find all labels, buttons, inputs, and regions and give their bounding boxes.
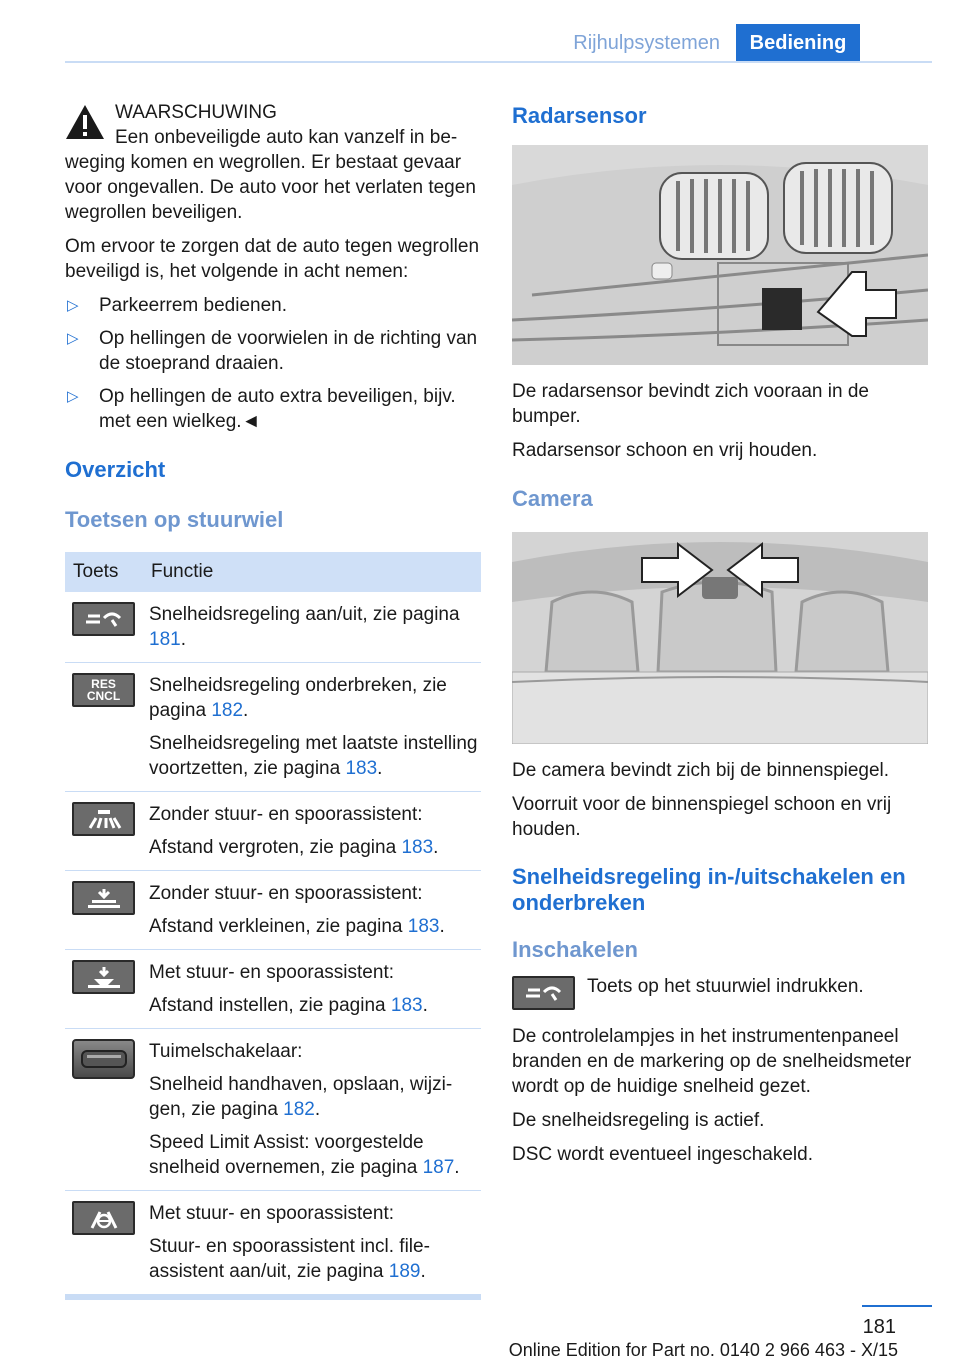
page-number: 181 xyxy=(862,1316,896,1338)
radar-text-1: De radarsensor bevindt zich vooraan in de bumper. xyxy=(512,381,869,427)
row-text: Afstand vergroten, zie pagina 183. xyxy=(149,837,439,858)
left-column xyxy=(65,100,481,1300)
warning-intro: Om ervoor te zorgen dat de auto tegen wegrollen beveiligd is, het volgende in acht nemen: xyxy=(65,236,480,282)
section-tab[interactable]: Rijhulpsystemen xyxy=(573,32,720,54)
footer-rule xyxy=(862,1305,932,1307)
right-column xyxy=(512,100,928,1176)
camera-heading: Camera xyxy=(512,486,593,511)
row-text: Snelheidsregeling aan/uit, zie pagina 181. xyxy=(149,604,460,650)
steering-assist-icon xyxy=(72,1201,135,1235)
row-text: Zonder stuur- en spoorassistent: xyxy=(149,883,423,904)
table-end-rule xyxy=(65,1295,481,1300)
page-link[interactable]: 182 xyxy=(283,1099,315,1120)
row-text: Afstand instellen, zie pagina 183. xyxy=(149,995,428,1016)
cruise-text-1: De controlelampjes in het instrumentenpaneel branden en de markering op de snelheidsmeter wordt op de huidige snelheid gezet. xyxy=(512,1026,912,1097)
distance-increase-icon xyxy=(72,802,135,836)
table-header-row xyxy=(65,552,481,592)
cruise-text-2: De snelheidsregeling is actief. xyxy=(512,1110,765,1131)
row-text: Stuur- en spoorassistent incl. fileassistent aan/uit, zie pagina 189. xyxy=(149,1236,430,1282)
camera-text-2: Voorruit voor de binnenspiegel schoon en vrij houden. xyxy=(512,794,892,840)
row-text: Snelheidsregeling met laatste instelling voortzetten, zie pagina 183. xyxy=(149,733,478,779)
table-row xyxy=(65,1191,481,1295)
cruise-control-icon xyxy=(72,602,135,636)
table-row xyxy=(65,1029,481,1191)
page-link[interactable]: 189 xyxy=(388,1261,421,1282)
page-link[interactable]: 181 xyxy=(149,629,181,650)
warning-triangle-icon xyxy=(65,104,105,140)
table-row xyxy=(65,792,481,871)
distance-set-icon xyxy=(72,960,135,994)
table-row xyxy=(65,950,481,1029)
page-link[interactable]: 182 xyxy=(211,700,244,721)
warning-title: WAARSCHUWING xyxy=(115,102,277,123)
table-row xyxy=(65,592,481,663)
row-text: Snelheid handhaven, opslaan, wijzigen, zie pagina 182. xyxy=(149,1074,453,1120)
triangle-bullet-icon: ▷ xyxy=(67,388,79,405)
activate-heading: Inschakelen xyxy=(512,937,638,962)
inline-key-instruction xyxy=(512,974,928,1010)
radar-text-2: Radarsensor schoon en vrij houden. xyxy=(512,440,818,461)
header-rule xyxy=(65,61,932,63)
page-link[interactable]: 187 xyxy=(422,1157,455,1178)
column-header-function: Functie xyxy=(149,552,481,592)
key-function-table xyxy=(65,552,481,1295)
overview-heading: Overzicht xyxy=(65,457,166,482)
page-link[interactable]: 183 xyxy=(345,758,378,779)
edition-footer: Online Edition for Part no. 0140 2 966 463 - X/15 xyxy=(508,1340,898,1360)
key-instruction-text: Toets op het stuurwiel indrukken. xyxy=(587,976,864,997)
warning-block xyxy=(65,100,481,225)
camera-text-1: De camera bevindt zich bij de binnenspiegel. xyxy=(512,760,890,781)
page-header xyxy=(0,0,960,62)
steering-keys-heading: Toetsen op stuurwiel xyxy=(65,507,284,532)
triangle-bullet-icon: ▷ xyxy=(67,330,79,347)
res-cncl-icon: RES CNCL xyxy=(72,673,135,707)
triangle-bullet-icon: ▷ xyxy=(67,297,79,314)
radar-sensor-image xyxy=(512,145,928,365)
radar-heading: Radarsensor xyxy=(512,103,647,128)
warning-list xyxy=(65,293,481,434)
list-item: ▷ Parkeerrem bedienen. xyxy=(67,295,287,316)
distance-decrease-icon xyxy=(72,881,135,915)
page-link[interactable]: 183 xyxy=(401,837,434,858)
rocker-switch-icon xyxy=(72,1039,135,1079)
list-item: ▷ Op hellingen de auto extra beveiligen, bijv. met een wielkeg.◄ xyxy=(67,386,456,432)
row-text: Tuimelschakelaar: xyxy=(149,1041,303,1062)
row-text: Snelheidsregeling onderbreken, zie pagina 182. xyxy=(149,675,447,721)
list-item: ▷ Op hellingen de voorwielen in de richting van de stoeprand draaien. xyxy=(67,328,478,374)
row-text: Met stuur- en spoorassistent: xyxy=(149,1203,394,1224)
row-text: Zonder stuur- en spoorassistent: xyxy=(149,804,423,825)
column-header-key: Toets xyxy=(65,552,149,592)
row-text: Speed Limit Assist: voorgestelde snelheid overnemen, zie pagina 187. xyxy=(149,1132,460,1178)
row-text: Met stuur- en spoorassistent: xyxy=(149,962,394,983)
table-row xyxy=(65,663,481,792)
camera-image xyxy=(512,532,928,744)
row-text: Afstand verkleinen, zie pagina 183. xyxy=(149,916,445,937)
chapter-tab[interactable]: Bediening xyxy=(736,24,860,62)
page-link[interactable]: 183 xyxy=(407,916,440,937)
cruise-control-icon xyxy=(512,976,575,1010)
table-row xyxy=(65,871,481,950)
cruise-heading: Snelheidsregeling in-/uitschakelen en onderbreken xyxy=(512,864,906,915)
page-link[interactable]: 183 xyxy=(390,995,423,1016)
cruise-text-3: DSC wordt eventueel ingeschakeld. xyxy=(512,1144,814,1165)
warning-text: Een onbeveiligde auto kan vanzelf in beweging komen en wegrollen. Er bestaat gevaar voor ongevallen. De auto voor het verlaten tegen wegrollen beveiligen. xyxy=(65,127,476,223)
